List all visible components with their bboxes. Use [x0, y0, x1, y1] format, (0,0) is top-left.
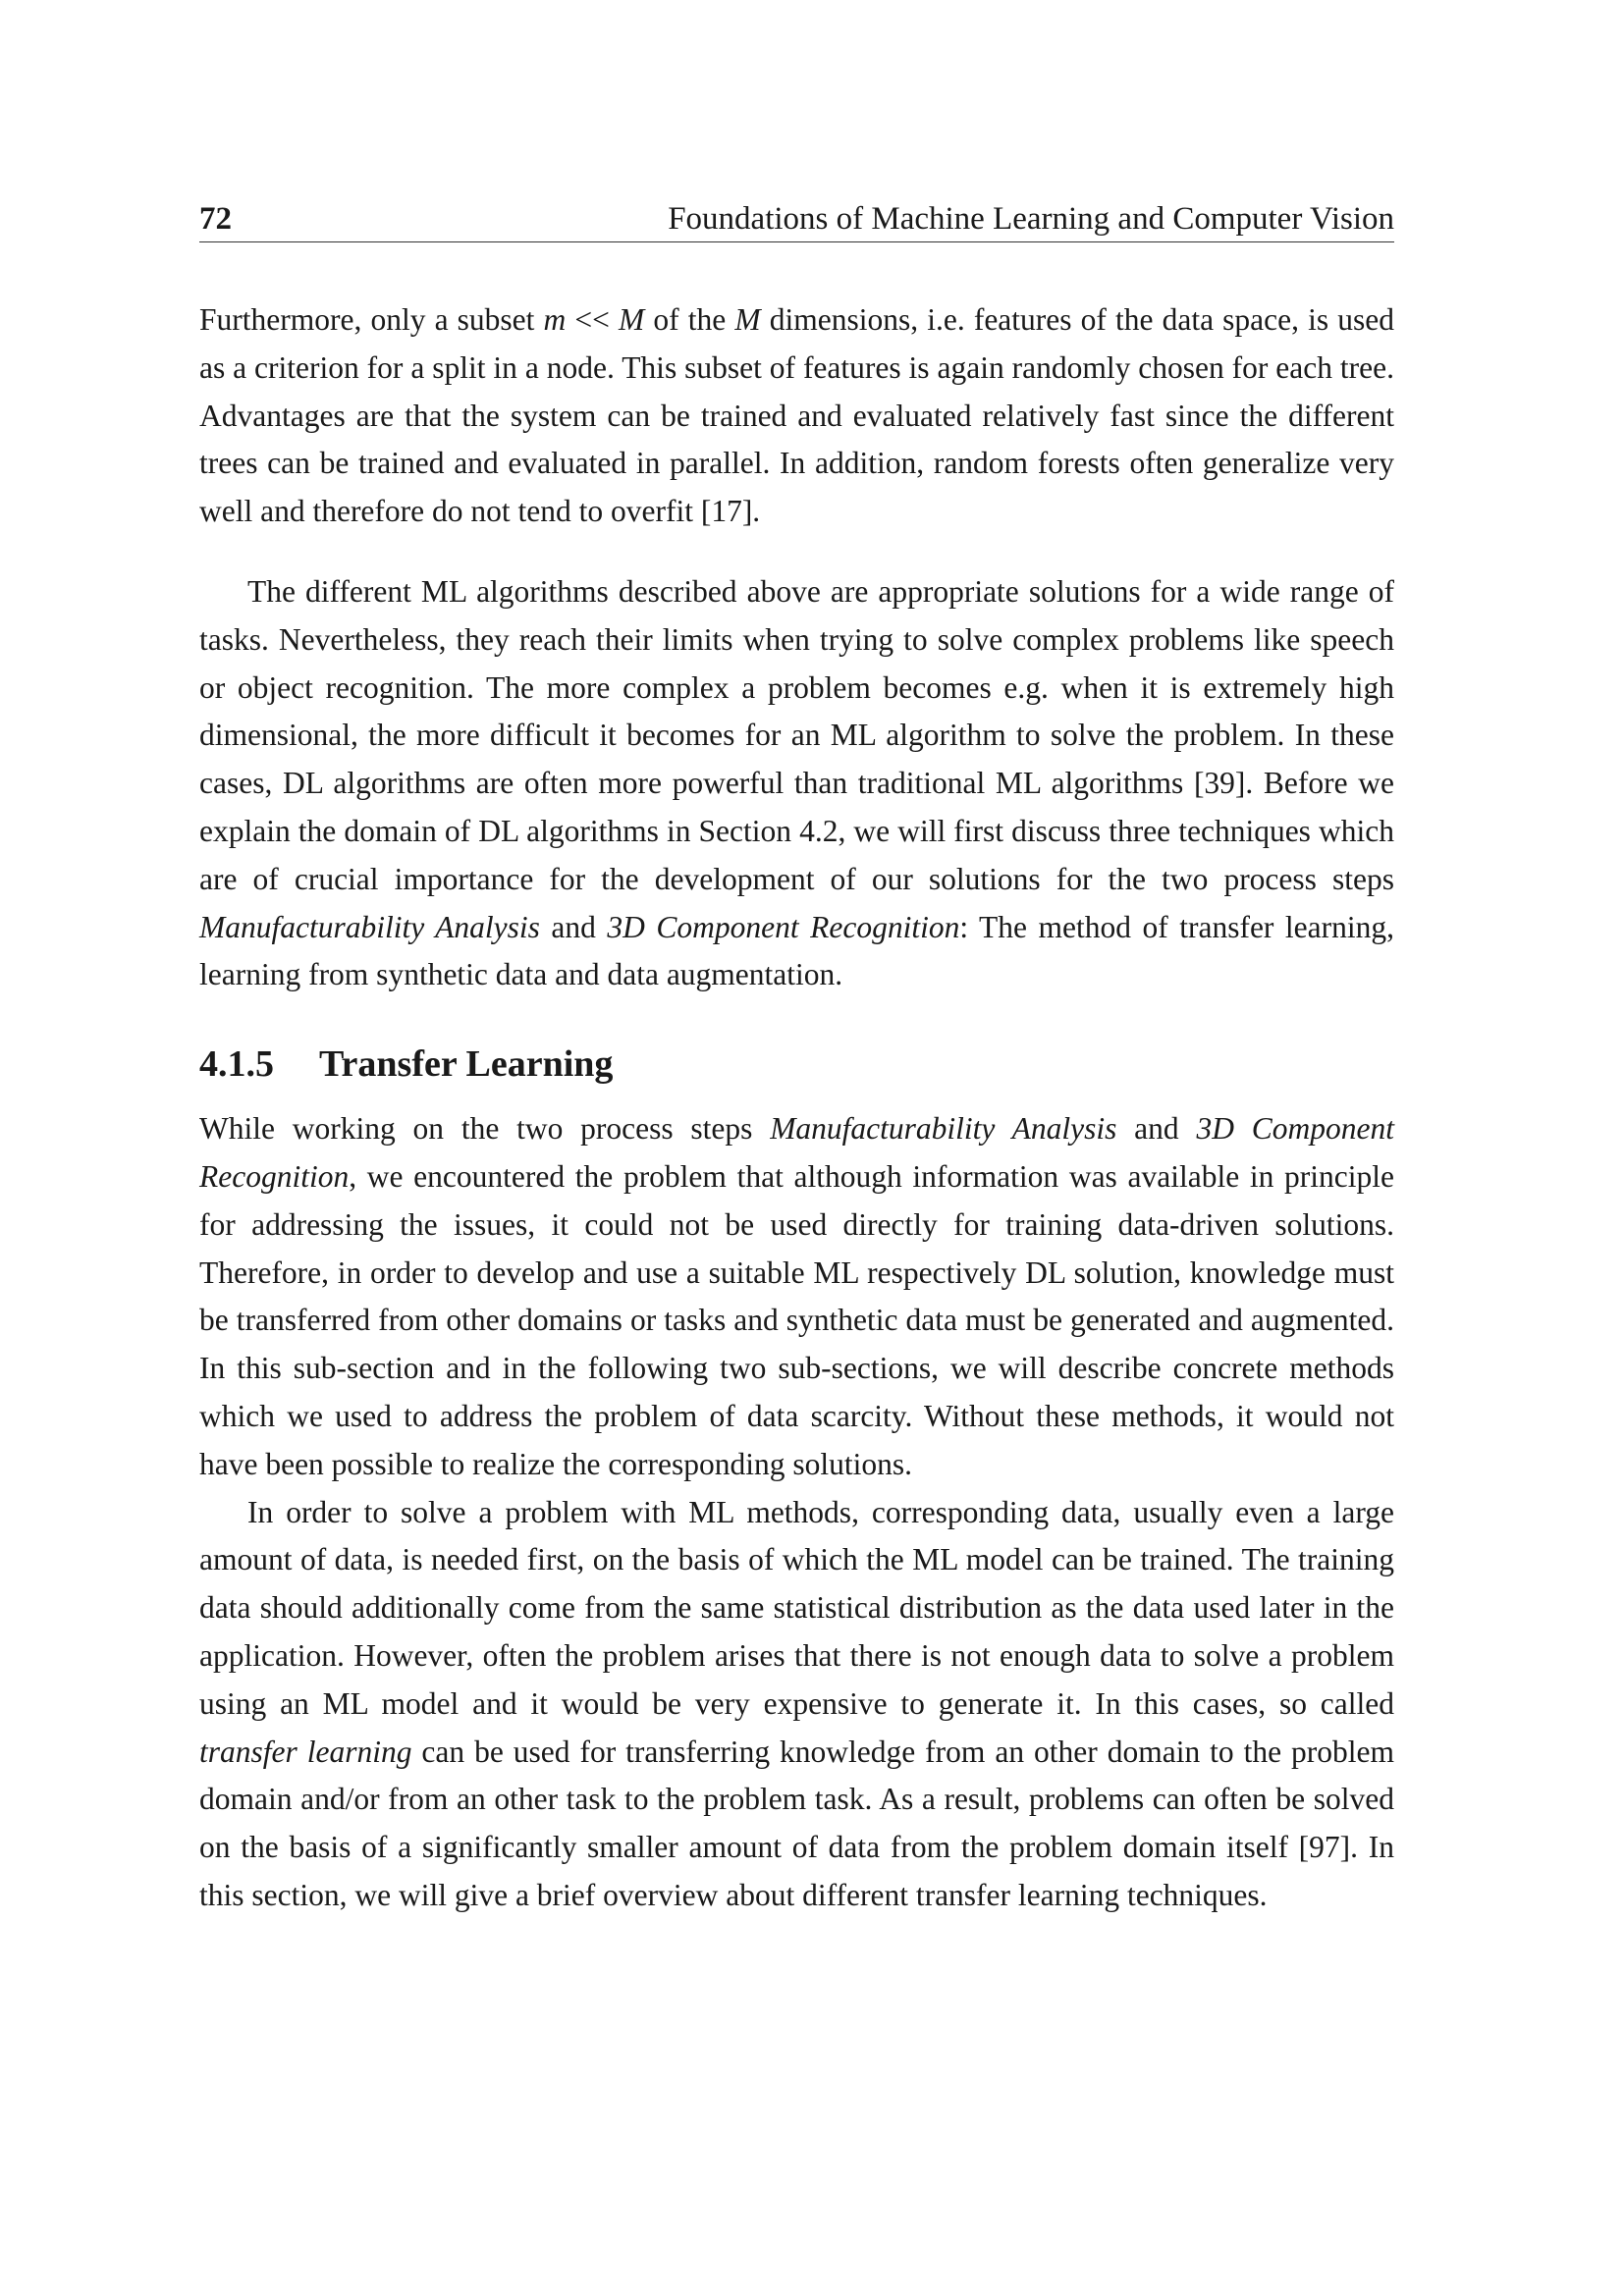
- text-run: : The method of transfer learning, learning from synthetic data and data augmentation.: [199, 909, 1394, 992]
- text-run: of the: [644, 302, 735, 337]
- body-text: [199, 296, 1394, 1920]
- text-run: Furthermore, only a subset: [199, 302, 544, 337]
- paragraph-random-forest-continuation: [199, 296, 1394, 536]
- emphasis: Manufacturability Analysis: [770, 1111, 1117, 1147]
- running-header: [199, 196, 1394, 242]
- text-run: While working on the two process steps: [199, 1111, 771, 1147]
- paragraph-transfer-learning-overview: [199, 1489, 1394, 1920]
- emphasis: transfer learning: [199, 1734, 412, 1769]
- text-run: dimensions, i.e. features of the data space, is used as a criterion for a split in a node. This subset of features is again randomly chosen for each tree. Advantages are that the system can be trained and evaluated relatively fast since the different trees can be trained and evaluated in parallel. In addition, random forests often generalize very well and therefore do not tend to overfit [17].: [199, 302, 1394, 529]
- text-run: The different ML algorithms described above are appropriate solutions for a wide range of tasks. Nevertheless, they reach their limits when trying to solve complex problems like speech or object recognition. The more complex a problem becomes e.g. when it is extremely high dimensional, the more difficult it becomes for an ML algorithm to solve the problem. In these cases, DL algorithms are often more powerful than traditional ML algorithms [39]. Before we explain the domain of DL algorithms in Section 4.2, we will first discuss three techniques which are of crucial importance for the development of our solutions for the two process steps: [199, 573, 1394, 896]
- text-run: can be used for transferring knowledge from an other domain to the problem domain and/or from an other task to the problem task. As a result, problems can often be solved on the basis of a significantly smaller amount of data from the problem domain itself [97]. In this section, we will give a brief overview about different transfer learning techniques.: [199, 1734, 1395, 1912]
- emphasis: Manufacturability Analysis: [199, 909, 540, 944]
- emphasis: 3D Component Recognition: [607, 909, 960, 944]
- math-variable: M: [619, 302, 645, 337]
- page-number: 72: [199, 201, 232, 237]
- running-title: Foundations of Machine Learning and Computer Vision: [668, 201, 1394, 237]
- section-heading: [199, 1041, 1394, 1088]
- section-number: 4.1.5: [199, 1043, 274, 1086]
- math-variable: m: [543, 302, 567, 337]
- paragraph-ml-limits: [199, 568, 1394, 999]
- paragraph-transfer-learning-intro: [199, 1105, 1394, 1488]
- math-variable: M: [734, 302, 761, 337]
- text-run: , we encountered the problem that although information was available in principle for addressing the issues, it could not be used directly for training data-driven solutions. Therefore, in order to develop and use a suitable ML respectively DL solution, knowledge must be transferred from other domains or tasks and synthetic data must be generated and augmented. In this sub-section and in the following two sub-sections, we will describe concrete methods which we used to address the problem of data scarcity. Without these methods, it would not have been possible to realize the corresponding solutions.: [199, 1158, 1394, 1481]
- text-run: and: [539, 909, 608, 944]
- text-run: In order to solve a problem with ML methods, corresponding data, usually even a large amount of data, is needed first, on the basis of which the ML model can be trained. The training data should additionally come from the same statistical distribution as the data used later in the application. However, often the problem arises that there is not enough data to solve a problem using an ML model and it would be very expensive to generate it. In this cases, so called: [199, 1494, 1394, 1721]
- text-run: <<: [566, 302, 620, 337]
- emphasis: 3D Component Recognition: [199, 1111, 1394, 1194]
- text-run: and: [1116, 1111, 1197, 1147]
- section-title: Transfer Learning: [319, 1043, 614, 1086]
